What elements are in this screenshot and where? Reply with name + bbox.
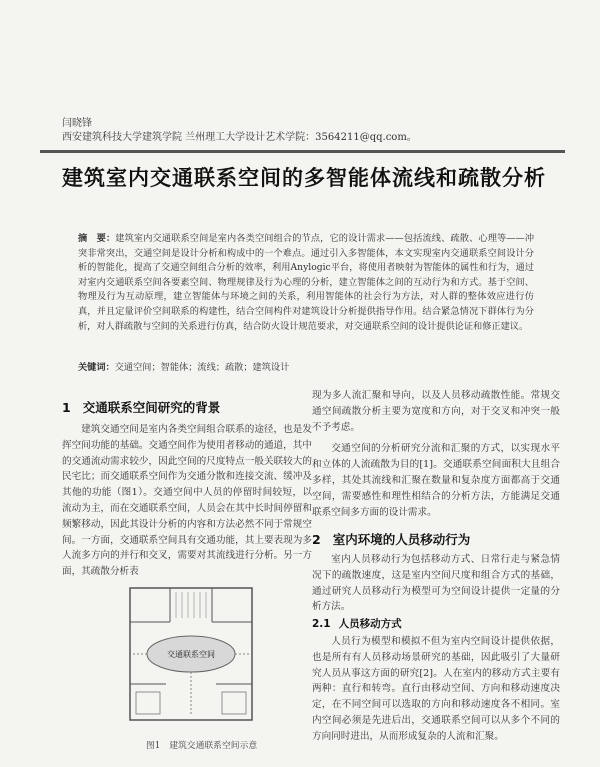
- section-2-paragraph: 室内人员移动行为包括移动方式、日常行走与紧急情况下的疏散速度，这是室内空间尺度和组合方式的基础，通过研究人员移动行为模型可为空间设计提供一定量的分析方法。: [312, 554, 560, 613]
- abstract-label: 摘 要：: [78, 233, 116, 244]
- figure-1-caption: 图1 建筑交通联系空间示意: [146, 741, 258, 751]
- section-1-number: 1: [62, 400, 71, 415]
- author-name: 闫晓锋: [62, 118, 92, 129]
- right-column-paragraph: 交通空间的分析研究分流和汇聚的方式，以实现水平和立体的人流疏散为目的[1]。交通联系空间面积大且组合多样，其处其流线和汇聚在数量和复杂度方面都高于交通空间，需要感性和理性相结合的分析方法，方能满足交通联系空间多方面的设计需求。: [312, 443, 560, 518]
- section-1-title: 交通联系空间研究的背景: [82, 400, 221, 415]
- paper-title: 建筑室内交通联系空间的多智能体流线和疏散分析: [62, 166, 546, 190]
- section-2-1-number: 2.1: [312, 618, 331, 630]
- plan-room: [136, 692, 160, 714]
- section-2-1-title: 人员移动方式: [338, 618, 402, 630]
- author-affiliation: 西安建筑科技大学建筑学院 兰州理工大学设计艺术学院：3564211@qq.com。: [62, 132, 417, 143]
- right-column-body: [312, 388, 560, 520]
- section-2-1-body: [312, 634, 560, 745]
- abstract: [78, 232, 534, 334]
- keywords: [78, 359, 534, 373]
- circulation-space-label: 交通联系空间: [167, 650, 215, 659]
- section-2-heading: [312, 530, 560, 548]
- section-2-body: [312, 552, 560, 615]
- keywords-label: 关键词：: [78, 362, 115, 373]
- section-1-body: [62, 422, 312, 580]
- section-2-number: 2: [312, 532, 321, 547]
- abstract-text: 建筑室内交通联系空间是室内各类空间组合的节点，它的设计需求——包括流线、疏散、心理等——冲突非常突出，交通空间是设计分析和构成中的一个难点。通过引入多智能体，本文实现室内交通联系空间设计分析的智能化，提高了交通空间组合分析的效率，利用Anylogic平台，将使用者映射为智能体的属性和行为，通过对室内交通联系空间各要素空间、物理规律及行为心理的分析，建立智能体之间的互动行为和方式。基于空间、物理及行为互动原理，建立智能体与环境之间的关系，利用智能体的社会行为方法，对人群的整体效应进行仿真，并且定量评价空间联系的构建性，结合空间构件对建筑设计分析提供指导作用。结合紧急情况下群体行为分析，对人群疏散与空间的关系进行仿真，结合防火设计规范要求，对交通联系空间的设计提供论证和修正建议。: [78, 233, 535, 332]
- section-2-1-heading: [312, 616, 560, 631]
- continued-paragraph: 现为多人流汇聚和导向，以及人员移动疏散性能。常规交通空间疏散分析主要为宽度和方向，对于交叉和冲突一般不予考虑。: [312, 390, 560, 433]
- section-2-1-paragraph: 人员行为模型和模拟不但为室内空间设计提供依据，也是所有有人员移动场景研究的基础，因此吸引了大量研究人员从事这方面的研究[2]。人在室内的移动方式主要有两种：直行和转弯。直行由移动空间、方向和移动速度决定，在不同空间可以选取的方向和移动速度各不相同。室内空间必须是先进后出，交通联系空间可以从多个不同的方向同时进出，从而形成复杂的人流和汇聚。: [312, 636, 560, 742]
- section-1-paragraph: 建筑交通空间是室内各类空间组合联系的途径，也是发挥空间功能的基础。交通空间作为使用者移动的通道，其中的交通流动需求较少，因此空间的尺度特点一般关联较大的民宅比；而交通联系空间作为交通分散和连接交流、缓冲及其他的功能（图1）。交通空间中人员的停留时间较短，以流动为主，而在交通联系空间，人员会在其中长时间停留和频繁移动，因此其设计分析的内容和方法必然不同于常规空间。一方面，交通联系空间具有交通功能，其上要表现为多人流多方向的并行和交叉，需要对其流线进行分析。另一方面，其疏散分析表: [62, 424, 312, 578]
- plan-room: [222, 692, 246, 714]
- section-1-heading: [62, 398, 312, 416]
- keywords-text: 交通空间；智能体；流线；疏散；建筑设计: [114, 362, 290, 373]
- section-2-title: 室内环境的人员移动行为: [332, 532, 471, 547]
- figure-1: [126, 584, 256, 724]
- floor-plan-diagram: [126, 584, 256, 724]
- header-divider: [40, 150, 565, 153]
